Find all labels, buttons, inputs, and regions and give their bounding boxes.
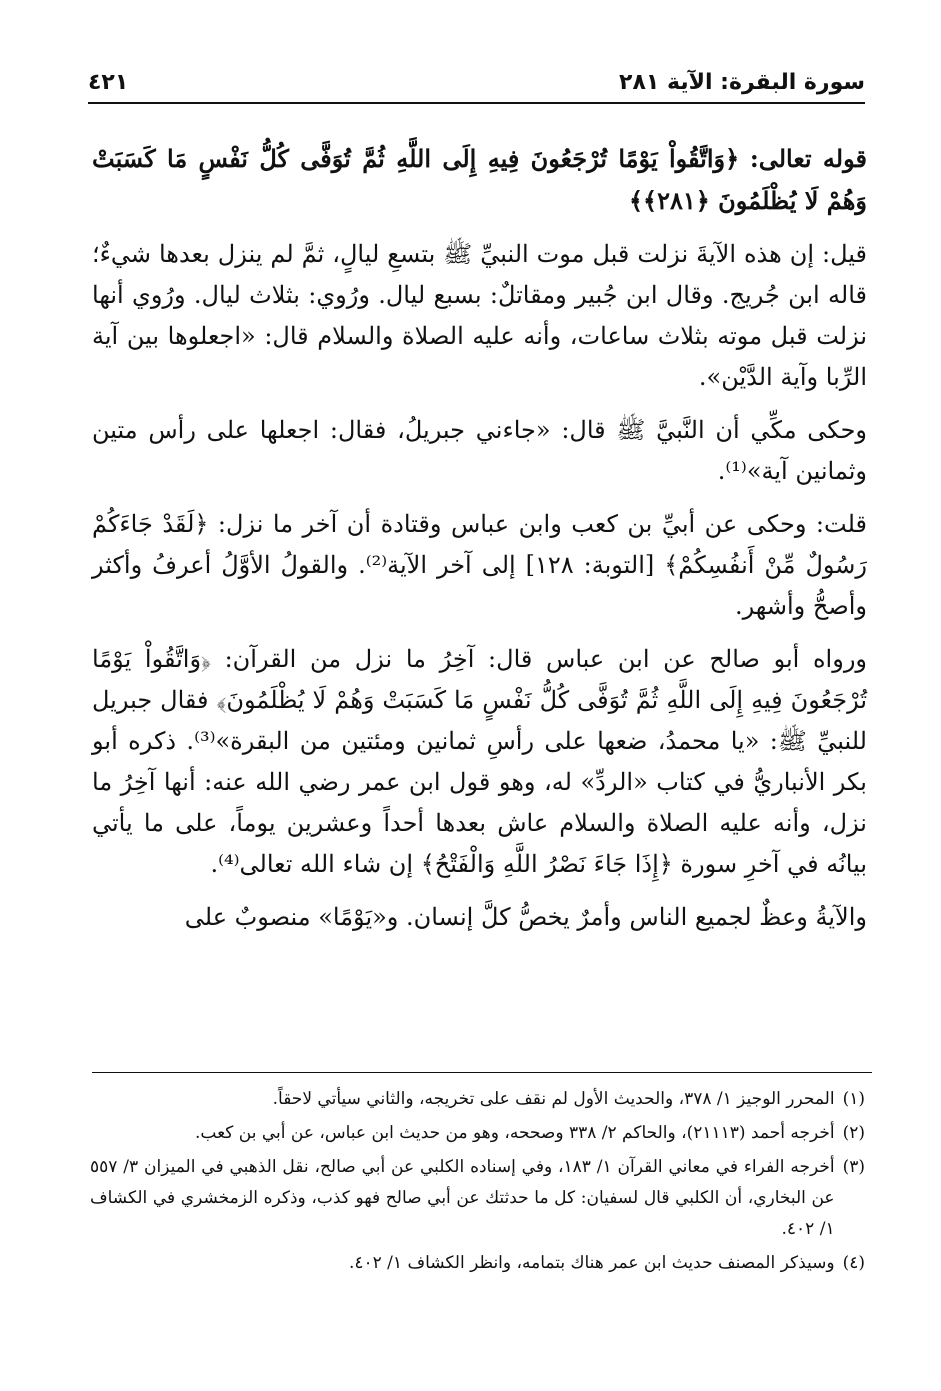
paragraph-5: والآيةُ وعظٌ لجميع الناس وأمرٌ يخصُّ كلَّ إنسان. و«يَوْمًا» منصوبٌ على [184,903,867,931]
footnote-number: (٤) [842,1253,865,1273]
footnote-number: (٢) [842,1123,865,1143]
footnote-text: المحرر الوجيز ١/ ٣٧٨، والحديث الأول لم نقف على تخريجه، والثاني سيأتي لاحقاً. [272,1089,835,1109]
footnote-3 [90,1152,865,1245]
footnote-2 [90,1118,865,1149]
main-text [92,138,867,950]
footnote-text: أخرجه الفراء في معاني القرآن ١/ ١٨٣، وفي إسناده الكلبي عن أبي صالح، نقل الذهبي في الميزان ٣/ ٥٥٧ عن البخاري، أن الكلبي قال لسفيان: كل ما حدثتك عن أبي صالح فهو كذب، وذكره الزمخشري في الكشاف ١/ ٤٠٢. [90,1157,835,1239]
footnote-divider [92,1072,872,1073]
quran-verse: ﴿وَاتَّقُواْ يَوْمًا تُرْجَعُونَ فِيهِ إِلَى اللَّهِ ثُمَّ تُوَفَّى كُلُّ نَفْسٍ مَا كَسَبَتْ وَهُمْ لَا يُظْلَمُونَ ﴿٢٨١﴾﴾ [92,144,867,215]
page-number: ٤٢١ [88,70,129,95]
footnote-text: وسيذكر المصنف حديث ابن عمر هناك بتمامه، وانظر الكشاف ١/ ٤٠٢. [348,1253,835,1273]
verse-intro: قوله تعالى: [749,144,867,173]
page-header [88,62,865,104]
footnote-text: أخرجه أحمد (٢١١١٣)، والحاكم ٢/ ٣٣٨ وصححه، وهو من حديث ابن عباس، عن أبي بن كعب. [195,1123,835,1143]
footnote-number: (٣) [842,1157,865,1177]
paragraph-1: قيل: إن هذه الآيةَ نزلت قبل موت النبيِّ ﷺ بتسعِ ليالٍ، ثمَّ لم ينزل بعدها شيءٌ؛ قاله ابن جُريج. وقال ابن جُبير ومقاتلٌ: بسبع ليال. ورُوي: بثلاث ليال. ورُوي أنها نزلت قبل موته بثلاث ساعات، وأنه عليه الصلاة والسلام قال: «اجعلوها بين آية الرِّبا وآية الدَّيْن». [92,240,867,391]
paragraph-verse [92,138,867,222]
paragraph-3: قلت: وحكى عن أبيِّ بن كعب وابن عباس وقتادة أن آخر ما نزل: ﴿لَقَدْ جَاءَكُمْ رَسُولٌ مِّنْ أَنفُسِكُمْ﴾ [التوبة: ١٢٨] إلى آخر الآية⁽²⁾. والقولُ الأوَّلُ أعرفُ وأكثر وأصحُّ وأشهر. [92,510,868,620]
footnote-4 [90,1248,865,1279]
footnote-number: (١) [842,1089,865,1109]
paragraph-4: ورواه أبو صالح عن ابن عباس قال: آخِرُ ما نزل من القرآن: ﴿وَاتَّقُواْ يَوْمًا تُرْجَعُونَ فِيهِ إِلَى اللَّهِ ثُمَّ تُوَفَّى كُلُّ نَفْسٍ مَا كَسَبَتْ وَهُمْ لَا يُظْلَمُونَ﴾ فقال جبريل للنبيِّ ﷺ: «يا محمدُ، ضعها على رأسِ ثمانين ومئتين من البقرة»⁽³⁾. ذكره أبو بكر الأنباريُّ في كتاب «الردِّ» له، وهو قول ابن عمر رضي الله عنه: أنها آخِرُ ما نزل، وأنه عليه الصلاة والسلام عاش بعدها أحداً وعشرين يوماً، على ما يأتي بيانُه في آخرِ سورة ﴿إِذَا جَاءَ نَصْرُ اللَّهِ وَالْفَتْحُ﴾ إن شاء الله تعالى⁽⁴⁾. [92,645,867,878]
footnotes [90,1084,865,1282]
footnote-1 [90,1084,865,1115]
paragraph-2: وحكى مكِّي أن النَّبيَّ ﷺ قال: «جاءني جبريلُ، فقال: اجعلها على رأس متين وثمانين آية»⁽¹⁾. [92,416,867,485]
running-title: سورة البقرة: الآية ٢٨١ [619,70,865,95]
